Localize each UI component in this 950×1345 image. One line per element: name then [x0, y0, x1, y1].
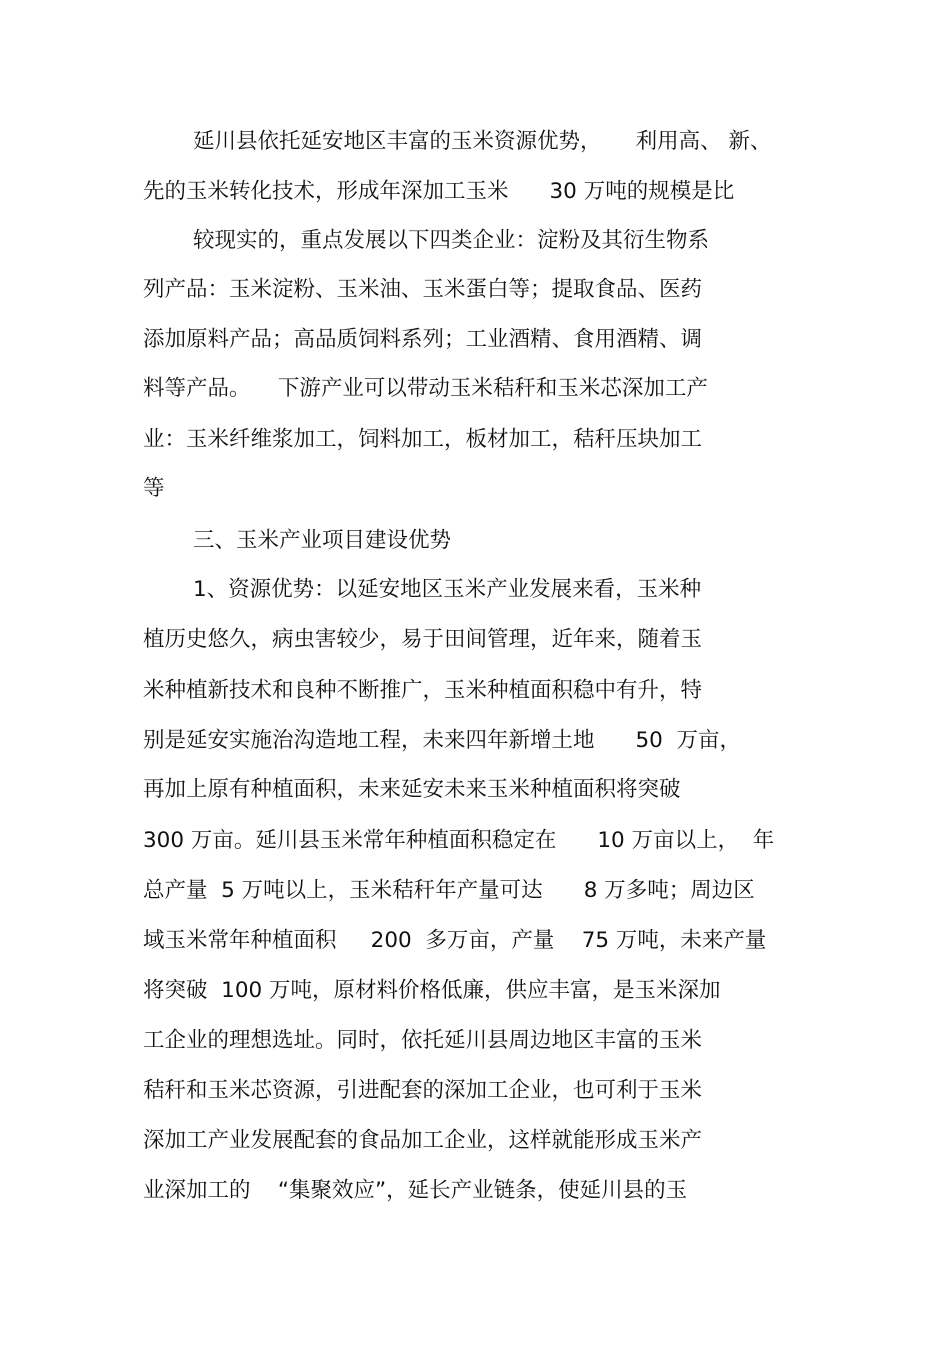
paragraph-line-10: 植历史悠久，病虫害较少，易于田间管理，近年来，随着玉	[143, 627, 703, 652]
paragraph-line-17: 将突破 100 万吨，原材料价格低廉，供应丰富，是玉米深加	[143, 978, 721, 1003]
paragraph-line-13: 再加上原有种植面积，未来延安未来玉米种植面积将突破	[143, 777, 681, 802]
paragraph-line-14: 300 万亩。延川县玉米常年种植面积稳定在 10 万亩以上， 年	[143, 828, 775, 853]
paragraph-line-18: 工企业的理想选址。同时，依托延川县周边地区丰富的玉米	[143, 1028, 703, 1053]
paragraph-line-7: 业：玉米纤维浆加工，饲料加工，板材加工，秸秆压块加工	[143, 427, 703, 452]
paragraph-line-15: 总产量 5 万吨以上，玉米秸秆年产量可达 8 万多吨；周边区	[143, 878, 755, 903]
paragraph-line-8: 等	[143, 476, 165, 501]
paragraph-line-20: 深加工产业发展配套的食品加工企业，这样就能形成玉米产	[143, 1128, 703, 1153]
paragraph-line-21: 业深加工的 “集聚效应”，延长产业链条，使延川县的玉	[143, 1178, 688, 1203]
paragraph-line-3: 较现实的，重点发展以下四类企业：淀粉及其衍生物系	[193, 228, 710, 253]
paragraph-line-1: 延川县依托延安地区丰富的玉米资源优势， 利用高、 新、	[193, 129, 772, 154]
paragraph-line-12: 别是延安实施治沟造地工程，未来四年新增土地 50 万亩，	[143, 728, 742, 753]
paragraph-line-16: 域玉米常年种植面积 200 多万亩，产量 75 万吨，未来产量	[143, 928, 767, 953]
paragraph-line-11: 米种植新技术和良种不断推广，玉米种植面积稳中有升，特	[143, 678, 703, 703]
paragraph-line-4: 列产品：玉米淀粉、玉米油、玉米蛋白等；提取食品、医药	[143, 277, 703, 302]
paragraph-line-6: 料等产品。 下游产业可以带动玉米秸秆和玉米芯深加工产	[143, 376, 708, 401]
section-heading: 三、玉米产业项目建设优势	[193, 528, 452, 553]
paragraph-line-9: 1、资源优势：以延安地区玉米产业发展来看，玉米种	[193, 577, 702, 602]
paragraph-line-19: 秸秆和玉米芯资源，引进配套的深加工企业，也可利于玉米	[143, 1078, 703, 1103]
paragraph-line-2: 先的玉米转化技术，形成年深加工玉米 30 万吨的规模是比	[143, 179, 735, 204]
paragraph-line-5: 添加原料产品；高品质饲料系列；工业酒精、食用酒精、调	[143, 327, 703, 352]
